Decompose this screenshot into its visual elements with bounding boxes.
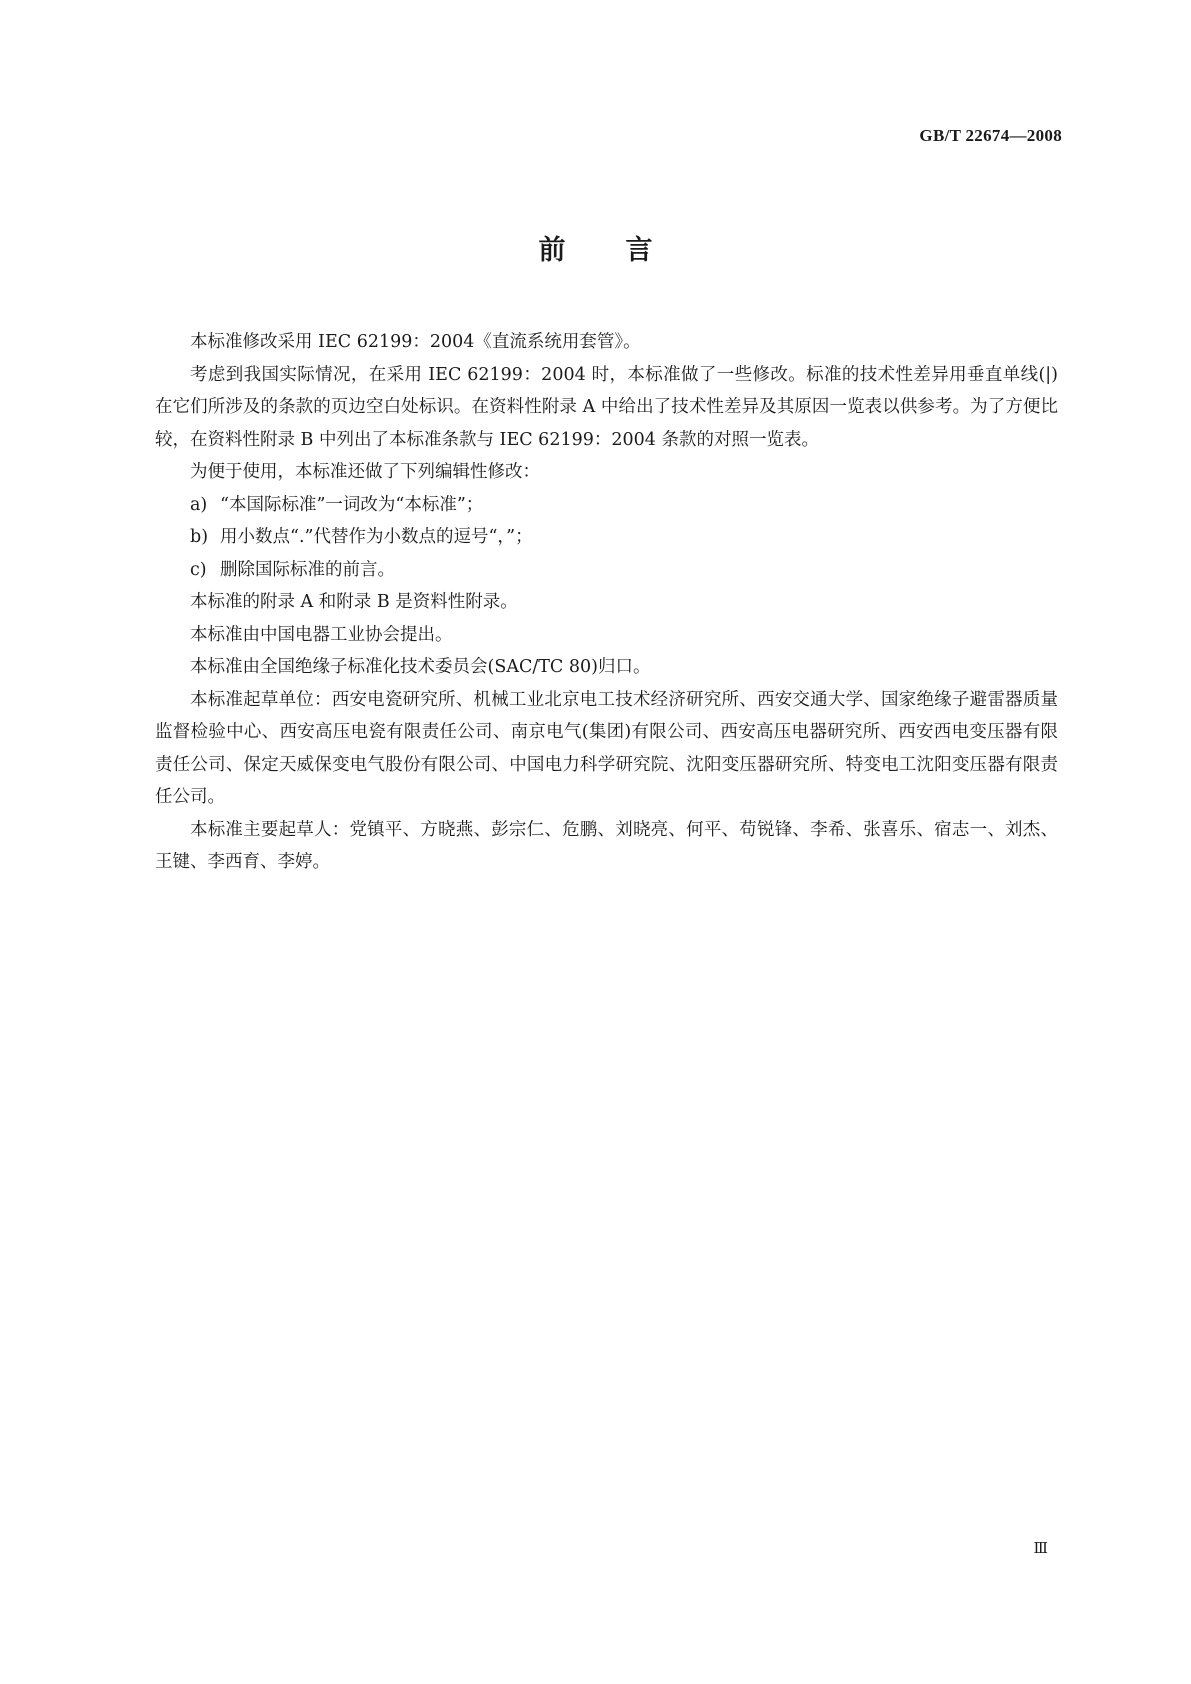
page-title: 前言	[538, 235, 713, 266]
paragraph-adoption: 本标准修改采用 IEC 62199：2004《直流系统用套管》。	[190, 332, 641, 352]
list-item-text: 用小数点“.”代替作为小数点的逗号“，”；	[220, 527, 533, 547]
foreword-body	[155, 326, 1058, 879]
list-marker: c)	[190, 559, 207, 580]
list-item	[155, 554, 1058, 587]
list-item-text: “本国际标准”一词改为“本标准”；	[220, 494, 484, 515]
page-number: Ⅲ	[1033, 1541, 1048, 1557]
standard-code: GB/T 22674—2008	[919, 126, 1062, 145]
paragraph-technical-differences: 考虑到我国实际情况，在采用 IEC 62199：2004 时，本标准做了一些修改。标准的技术性差异用垂直单线(|)在它们所涉及的条款的页边空白处标识。在资料性附录 A 中给出了技术性差异及其原因一览表以供参考。为了方便比较，在资料性附录 B 中列出了本标准条款与 IEC 62199：2004 条款的对照一览表。	[155, 364, 1058, 450]
list-item-text: 删除国际标准的前言。	[220, 559, 395, 580]
paragraph-drafting-units: 本标准起草单位：西安电瓷研究所、机械工业北京电工技术经济研究所、西安交通大学、国家绝缘子避雷器质量监督检验中心、西安高压电瓷有限责任公司、南京电气(集团)有限公司、西安高压电器研究所、西安西电变压器有限责任公司、保定天威保变电气股份有限公司、中国电力科学研究院、沈阳变压器研究所、特变电工沈阳变压器有限责任公司。	[155, 689, 1058, 807]
paragraph-drafters: 本标准主要起草人：党镇平、方晓燕、彭宗仁、危鹏、刘晓亮、何平、苟锐锋、李希、张喜乐、宿志一、刘杰、王键、李西育、李婷。	[155, 819, 1058, 872]
paragraph-editorial-changes: 为便于使用，本标准还做了下列编辑性修改：	[190, 462, 540, 482]
list-item	[155, 521, 1058, 554]
paragraph-appendices: 本标准的附录 A 和附录 B 是资料性附录。	[190, 592, 518, 612]
list-item	[155, 489, 1058, 522]
paragraph-proposer: 本标准由中国电器工业协会提出。	[190, 624, 453, 645]
paragraph-centralized-by: 本标准由全国绝缘子标准化技术委员会(SAC/TC 80)归口。	[190, 657, 651, 677]
list-marker: b)	[190, 527, 209, 547]
list-marker: a)	[190, 494, 208, 515]
